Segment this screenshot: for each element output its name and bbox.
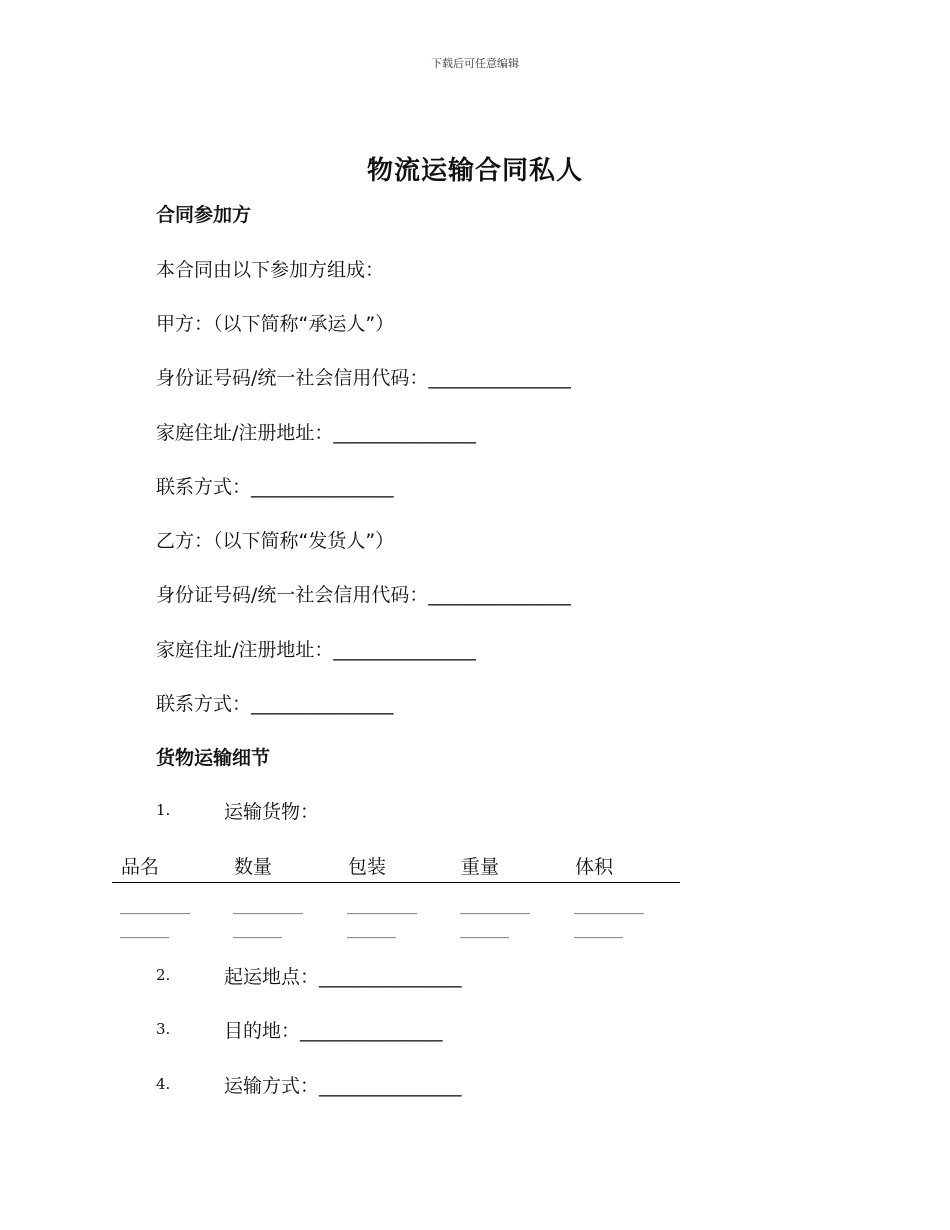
list-item-goods: 运输货物： [224,801,320,823]
parties-intro: 本合同由以下参加方组成： [156,259,385,281]
table-cell: _______ [460,923,509,939]
table-cell: _______ [574,923,623,939]
document-title: 物流运输合同私人 [366,156,583,186]
goods-table-header-weight: 重量 [452,852,566,883]
list-item-number: 4. [156,1075,171,1093]
party-a-id-field: 身份证号码/统一社会信用代码：_______________ [156,367,571,389]
table-cell: _______ [347,923,396,939]
table-cell: _______ [233,923,282,939]
goods-table-header-row [112,852,680,883]
party-b-id-field: 身份证号码/统一社会信用代码：_______________ [156,584,571,606]
party-b-label: 乙方：（以下简称“发货人”） [156,530,395,552]
party-a-address-field: 家庭住址/注册地址：_______________ [156,422,476,444]
table-cell: __________ [233,899,303,915]
table-cell: __________ [120,899,190,915]
party-b-contact-field: 联系方式：_______________ [156,693,394,715]
list-item-destination: 目的地：_______________ [224,1020,443,1042]
list-item-number: 3. [156,1020,171,1038]
table-row [112,883,680,920]
goods-table-header-packaging: 包装 [339,852,452,883]
page-header-note: 下载后可任意编辑 [431,57,519,70]
table-cell: __________ [347,899,417,915]
table-cell: __________ [574,899,644,915]
party-a-label: 甲方：（以下简称“承运人”） [156,313,395,335]
table-row [112,919,680,943]
table-cell: __________ [460,899,530,915]
section-heading-parties: 合同参加方 [156,204,252,226]
list-item-transport-method: 运输方式：_______________ [224,1075,462,1097]
list-item-number: 2. [156,966,171,984]
section-heading-transport-details: 货物运输细节 [156,747,271,769]
party-a-contact-field: 联系方式：_______________ [156,476,394,498]
table-cell: _______ [120,923,169,939]
goods-table-header-quantity: 数量 [225,852,339,883]
goods-table-header-name: 品名 [112,852,225,883]
list-item-number: 1. [156,801,171,819]
goods-table-header-volume: 体积 [566,852,680,883]
list-item-origin: 起运地点：_______________ [224,966,462,988]
goods-table [112,852,680,943]
party-b-address-field: 家庭住址/注册地址：_______________ [156,639,476,661]
